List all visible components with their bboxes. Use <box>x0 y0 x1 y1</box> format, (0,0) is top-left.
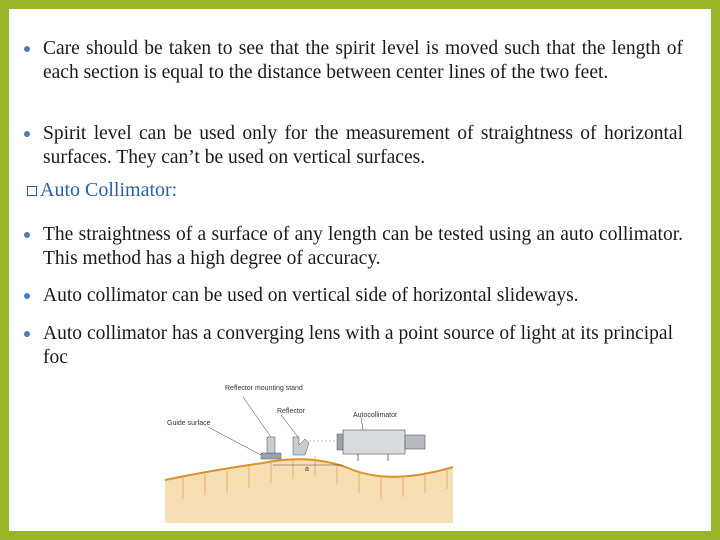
bullet-autocollimator-accuracy <box>43 223 683 271</box>
label-reflector: Reflector <box>277 408 306 415</box>
autocollimator-diagram <box>153 375 453 523</box>
bullet-icon <box>24 331 30 337</box>
bullet-text: The straightness of a surface of any length can be tested using an auto collimator. This method has a high degree of accuracy. <box>43 224 683 269</box>
bullet-text: Care should be taken to see that the spirit level is moved such that the length of each section is equal to the distance between center lines of the two feet. <box>43 38 683 83</box>
checkbox-bullet-icon <box>27 186 37 196</box>
dimension-label: a <box>305 466 309 473</box>
bullet-text: Auto collimator has a converging lens with a point source of light at its principal foc <box>43 323 673 368</box>
bullet-text: Spirit level can be used only for the measurement of straightness of horizontal surfaces. They can’t be used on vertical surfaces. <box>43 123 683 168</box>
heading-text: Auto Collimator: <box>40 179 178 201</box>
bullet-care-spirit-level <box>43 37 683 85</box>
label-reflector-stand: Reflector mounting stand <box>225 385 303 392</box>
autocollimator-body <box>343 430 405 454</box>
autocollimator-eyepiece <box>405 435 425 449</box>
bullet-icon <box>24 46 30 52</box>
reflector-base <box>261 453 281 459</box>
bullet-icon <box>24 232 30 238</box>
section-heading <box>27 178 177 202</box>
bullet-autocollimator-vertical <box>43 284 683 308</box>
reflector-mounting-stand <box>267 437 275 453</box>
bullet-text: Auto collimator can be used on vertical side of horizontal slideways. <box>43 285 579 306</box>
bullet-icon <box>24 293 30 299</box>
autocollimator-lens <box>337 434 343 450</box>
bullet-icon <box>24 131 30 137</box>
label-guide-surface: Guide surface <box>167 420 211 427</box>
bullet-autocollimator-lens <box>43 322 673 370</box>
bullet-spirit-level-horizontal <box>43 122 683 170</box>
label-autocollimator: Autocollimator <box>353 412 398 419</box>
